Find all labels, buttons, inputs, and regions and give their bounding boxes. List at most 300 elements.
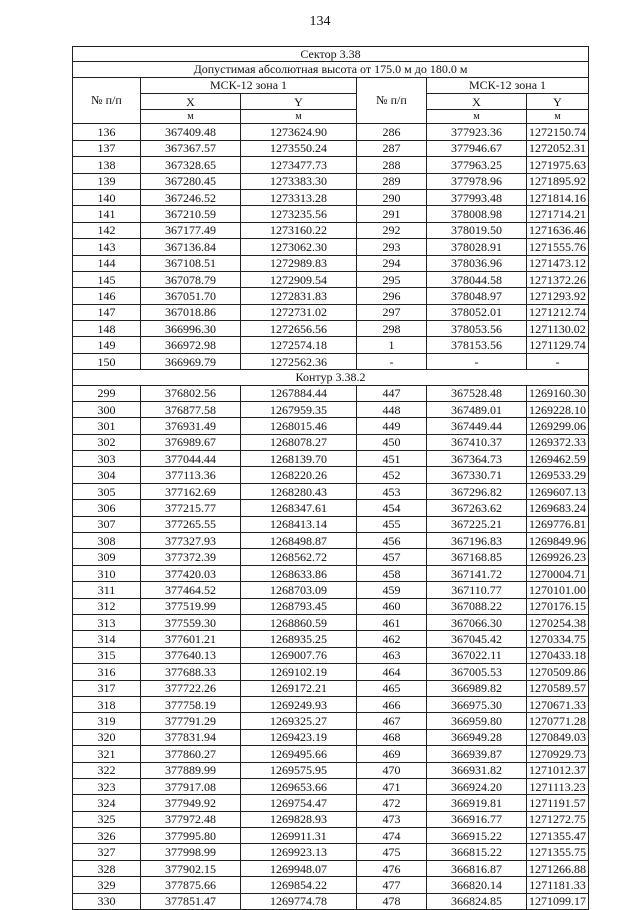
y-coordinate: 1272989.83 — [241, 255, 357, 271]
y-coordinate: 1267884.44 — [241, 385, 357, 401]
x-coordinate: 377889.99 — [141, 762, 241, 778]
point-number: 137 — [73, 140, 141, 156]
point-number: 305 — [73, 483, 141, 499]
x-coordinate: 367409.48 — [141, 124, 241, 140]
y-coordinate: 1268562.72 — [241, 549, 357, 565]
unit-y-left: м — [241, 110, 357, 124]
x-coordinate: 366931.82 — [427, 762, 527, 778]
point-number: 313 — [73, 615, 141, 631]
point-number: 289 — [357, 173, 427, 189]
y-coordinate: 1268139.70 — [241, 451, 357, 467]
y-coordinate: 1273062.30 — [241, 239, 357, 255]
x-coordinate: 377688.33 — [141, 664, 241, 680]
point-number: 146 — [73, 288, 141, 304]
y-coordinate: 1271372.26 — [527, 271, 589, 287]
x-coordinate: 367051.70 — [141, 288, 241, 304]
point-number: 454 — [357, 500, 427, 516]
point-number: 288 — [357, 157, 427, 173]
table-row — [73, 647, 589, 663]
y-header-right: Y — [527, 93, 589, 109]
y-coordinate: 1270771.28 — [527, 713, 589, 729]
x-coordinate: 367141.72 — [427, 565, 527, 581]
sector-title: Сектор 3.38 — [73, 47, 589, 62]
x-coordinate: 366989.82 — [427, 680, 527, 696]
y-coordinate: 1269249.93 — [241, 696, 357, 712]
coordinates-table — [72, 46, 589, 910]
x-coordinate: 377963.25 — [427, 157, 527, 173]
header-row-system — [73, 77, 589, 93]
unit-y-right: м — [527, 110, 589, 124]
x-coordinate: 366924.20 — [427, 778, 527, 794]
x-coordinate: 367168.85 — [427, 549, 527, 565]
y-coordinate: 1269926.23 — [527, 549, 589, 565]
y-coordinate: 1270176.15 — [527, 598, 589, 614]
point-number: 470 — [357, 762, 427, 778]
y-coordinate: 1269325.27 — [241, 713, 357, 729]
y-coordinate: 1272656.56 — [241, 321, 357, 337]
x-coordinate: 377972.48 — [141, 811, 241, 827]
x-coordinate: 377851.47 — [141, 893, 241, 909]
unit-x-right: м — [427, 110, 527, 124]
x-coordinate: 366915.22 — [427, 828, 527, 844]
x-coordinate: 377113.36 — [141, 467, 241, 483]
point-number: 317 — [73, 680, 141, 696]
point-number: 326 — [73, 828, 141, 844]
table-row — [73, 337, 589, 353]
point-number: 308 — [73, 533, 141, 549]
table-row — [73, 206, 589, 222]
point-number: 309 — [73, 549, 141, 565]
point-number: 296 — [357, 288, 427, 304]
y-coordinate: 1271355.47 — [527, 828, 589, 844]
x-coordinate: 378052.01 — [427, 304, 527, 320]
x-coordinate: 377420.03 — [141, 565, 241, 581]
x-coordinate: 376989.67 — [141, 434, 241, 450]
point-number: 472 — [357, 795, 427, 811]
x-coordinate: 378036.96 — [427, 255, 527, 271]
table-row — [73, 401, 589, 417]
y-coordinate: 1269948.07 — [241, 860, 357, 876]
point-number: 293 — [357, 239, 427, 255]
x-coordinate: 376931.49 — [141, 418, 241, 434]
x-coordinate: 377601.21 — [141, 631, 241, 647]
x-coordinate: 377917.08 — [141, 778, 241, 794]
table-row — [73, 893, 589, 909]
x-coordinate: 367045.42 — [427, 631, 527, 647]
x-coordinate: 377162.69 — [141, 483, 241, 499]
y-coordinate: 1269007.76 — [241, 647, 357, 663]
y-coordinate: 1269754.47 — [241, 795, 357, 811]
y-coordinate: 1271636.46 — [527, 222, 589, 238]
y-coordinate: 1267959.35 — [241, 401, 357, 417]
y-coordinate: 1271975.63 — [527, 157, 589, 173]
point-number: 143 — [73, 239, 141, 255]
x-coordinate: 367296.82 — [427, 483, 527, 499]
point-number: 315 — [73, 647, 141, 663]
y-coordinate: 1273624.90 — [241, 124, 357, 140]
y-coordinate: 1269849.96 — [527, 533, 589, 549]
x-coordinate: 377923.36 — [427, 124, 527, 140]
y-coordinate: 1271099.17 — [527, 893, 589, 909]
x-coordinate: 377946.67 — [427, 140, 527, 156]
point-number: 295 — [357, 271, 427, 287]
x-coordinate: 367005.53 — [427, 664, 527, 680]
point-number: 318 — [73, 696, 141, 712]
height-title-row — [73, 62, 589, 77]
point-number: 322 — [73, 762, 141, 778]
point-number: 149 — [73, 337, 141, 353]
y-coordinate: 1269854.22 — [241, 877, 357, 893]
y-coordinate: 1269607.13 — [527, 483, 589, 499]
table-row — [73, 239, 589, 255]
table-row — [73, 353, 589, 369]
table-row — [73, 483, 589, 499]
x-coordinate: 367210.59 — [141, 206, 241, 222]
x-coordinate: 366820.14 — [427, 877, 527, 893]
table-row — [73, 533, 589, 549]
y-coordinate: - — [527, 353, 589, 369]
x-coordinate: 378028.91 — [427, 239, 527, 255]
x-coordinate: 367108.51 — [141, 255, 241, 271]
table-row — [73, 304, 589, 320]
y-coordinate: 1270433.18 — [527, 647, 589, 663]
point-number: 464 — [357, 664, 427, 680]
x-coordinate: 367489.01 — [427, 401, 527, 417]
point-number: 478 — [357, 893, 427, 909]
point-number: 140 — [73, 189, 141, 205]
point-number: 145 — [73, 271, 141, 287]
x-coordinate: 367136.84 — [141, 239, 241, 255]
x-coordinate: 377993.48 — [427, 189, 527, 205]
x-coordinate: 377327.93 — [141, 533, 241, 549]
y-coordinate: 1270101.00 — [527, 582, 589, 598]
table-row — [73, 680, 589, 696]
y-coordinate: 1269423.19 — [241, 729, 357, 745]
table-row — [73, 762, 589, 778]
table-row — [73, 189, 589, 205]
x-coordinate: 367263.62 — [427, 500, 527, 516]
y-coordinate: 1269683.24 — [527, 500, 589, 516]
point-number: 292 — [357, 222, 427, 238]
x-coordinate: 367364.73 — [427, 451, 527, 467]
x-coordinate: 367066.30 — [427, 615, 527, 631]
y-coordinate: 1270254.38 — [527, 615, 589, 631]
point-number: 314 — [73, 631, 141, 647]
table-row — [73, 434, 589, 450]
x-coordinate: 377722.26 — [141, 680, 241, 696]
x-coordinate: 377995.80 — [141, 828, 241, 844]
y-coordinate: 1268347.61 — [241, 500, 357, 516]
point-number: 286 — [357, 124, 427, 140]
x-coordinate: 367225.21 — [427, 516, 527, 532]
y-coordinate: 1269776.81 — [527, 516, 589, 532]
point-number: 458 — [357, 565, 427, 581]
y-coordinate: 1270334.75 — [527, 631, 589, 647]
x-coordinate: 366939.87 — [427, 746, 527, 762]
point-number: 291 — [357, 206, 427, 222]
table-row — [73, 729, 589, 745]
y-coordinate: 1270509.86 — [527, 664, 589, 680]
x-coordinate: 377875.66 — [141, 877, 241, 893]
y-coordinate: 1269228.10 — [527, 401, 589, 417]
table-row — [73, 811, 589, 827]
point-number: 328 — [73, 860, 141, 876]
table-row — [73, 598, 589, 614]
point-number: 469 — [357, 746, 427, 762]
point-number: 142 — [73, 222, 141, 238]
point-number: 136 — [73, 124, 141, 140]
point-number: 452 — [357, 467, 427, 483]
y-coordinate: 1272574.18 — [241, 337, 357, 353]
point-number: 298 — [357, 321, 427, 337]
point-number: 455 — [357, 516, 427, 532]
y-coordinate: 1273313.28 — [241, 189, 357, 205]
point-number: 460 — [357, 598, 427, 614]
y-coordinate: 1269533.29 — [527, 467, 589, 483]
point-number: 324 — [73, 795, 141, 811]
x-coordinate: 378019.50 — [427, 222, 527, 238]
table-row — [73, 844, 589, 860]
x-coordinate: 367078.79 — [141, 271, 241, 287]
y-coordinate: 1268498.87 — [241, 533, 357, 549]
y-coordinate: 1273160.22 — [241, 222, 357, 238]
y-coordinate: 1270849.03 — [527, 729, 589, 745]
point-number: 312 — [73, 598, 141, 614]
point-number: 138 — [73, 157, 141, 173]
x-coordinate: 377265.55 — [141, 516, 241, 532]
point-number: 327 — [73, 844, 141, 860]
x-coordinate: 366972.98 — [141, 337, 241, 353]
y-coordinate: 1269653.66 — [241, 778, 357, 794]
x-coordinate: 366815.22 — [427, 844, 527, 860]
y-coordinate: 1272831.83 — [241, 288, 357, 304]
x-coordinate: 366975.30 — [427, 696, 527, 712]
x-header-right: X — [427, 93, 527, 109]
point-number: - — [357, 353, 427, 369]
table-row — [73, 565, 589, 581]
y-coordinate: 1269102.19 — [241, 664, 357, 680]
point-number: 304 — [73, 467, 141, 483]
header-row-units — [73, 110, 589, 124]
point-number: 316 — [73, 664, 141, 680]
contour-title: Контур 3.38.2 — [73, 370, 589, 385]
point-number: 299 — [73, 385, 141, 401]
y-coordinate: 1269774.78 — [241, 893, 357, 909]
x-coordinate: 377464.52 — [141, 582, 241, 598]
y-coordinate: 1273550.24 — [241, 140, 357, 156]
x-coordinate: 378008.98 — [427, 206, 527, 222]
y-coordinate: 1273477.73 — [241, 157, 357, 173]
y-coordinate: 1268220.26 — [241, 467, 357, 483]
x-coordinate: 377215.77 — [141, 500, 241, 516]
y-coordinate: 1272052.31 — [527, 140, 589, 156]
x-coordinate: 367410.37 — [427, 434, 527, 450]
point-number: 287 — [357, 140, 427, 156]
table-row — [73, 696, 589, 712]
x-header-left: X — [141, 93, 241, 109]
y-coordinate: 1269172.21 — [241, 680, 357, 696]
point-number: 311 — [73, 582, 141, 598]
point-number: 476 — [357, 860, 427, 876]
num-header-right: № п/п — [357, 77, 427, 124]
point-number: 306 — [73, 500, 141, 516]
x-coordinate: 366816.87 — [427, 860, 527, 876]
y-coordinate: 1272150.74 — [527, 124, 589, 140]
point-number: 468 — [357, 729, 427, 745]
point-number: 456 — [357, 533, 427, 549]
point-number: 477 — [357, 877, 427, 893]
y-coordinate: 1268078.27 — [241, 434, 357, 450]
y-coordinate: 1271266.88 — [527, 860, 589, 876]
table-row — [73, 157, 589, 173]
x-coordinate: 367022.11 — [427, 647, 527, 663]
point-number: 329 — [73, 877, 141, 893]
x-coordinate: 366949.28 — [427, 729, 527, 745]
point-number: 462 — [357, 631, 427, 647]
table-row — [73, 746, 589, 762]
point-number: 463 — [357, 647, 427, 663]
x-coordinate: 377949.92 — [141, 795, 241, 811]
x-coordinate: 377902.15 — [141, 860, 241, 876]
point-number: 321 — [73, 746, 141, 762]
point-number: 1 — [357, 337, 427, 353]
table-row — [73, 795, 589, 811]
table-row — [73, 500, 589, 516]
y-coordinate: 1270671.33 — [527, 696, 589, 712]
y-coordinate: 1269911.31 — [241, 828, 357, 844]
table-row — [73, 664, 589, 680]
x-coordinate: 367528.48 — [427, 385, 527, 401]
y-coordinate: 1273235.56 — [241, 206, 357, 222]
point-number: 450 — [357, 434, 427, 450]
system-header-right: МСК-12 зона 1 — [427, 77, 589, 93]
x-coordinate: 377860.27 — [141, 746, 241, 762]
table-row — [73, 713, 589, 729]
y-coordinate: 1268703.09 — [241, 582, 357, 598]
point-number: 451 — [357, 451, 427, 467]
table-row — [73, 140, 589, 156]
table-row — [73, 631, 589, 647]
point-number: 294 — [357, 255, 427, 271]
x-coordinate: 366824.85 — [427, 893, 527, 909]
point-number: 467 — [357, 713, 427, 729]
x-coordinate: 376877.58 — [141, 401, 241, 417]
y-coordinate: 1271895.92 — [527, 173, 589, 189]
table-row — [73, 615, 589, 631]
point-number: 325 — [73, 811, 141, 827]
table-row — [73, 255, 589, 271]
point-number: 319 — [73, 713, 141, 729]
x-coordinate: 367177.49 — [141, 222, 241, 238]
x-coordinate: 366919.81 — [427, 795, 527, 811]
point-number: 307 — [73, 516, 141, 532]
point-number: 320 — [73, 729, 141, 745]
y-coordinate: 1268280.43 — [241, 483, 357, 499]
y-coordinate: 1269372.33 — [527, 434, 589, 450]
y-coordinate: 1269160.30 — [527, 385, 589, 401]
y-coordinate: 1271181.33 — [527, 877, 589, 893]
point-number: 465 — [357, 680, 427, 696]
table-row — [73, 877, 589, 893]
y-coordinate: 1269495.66 — [241, 746, 357, 762]
point-number: 141 — [73, 206, 141, 222]
point-number: 301 — [73, 418, 141, 434]
x-coordinate: 377791.29 — [141, 713, 241, 729]
point-number: 461 — [357, 615, 427, 631]
table-row — [73, 516, 589, 532]
header-row-axes — [73, 93, 589, 109]
x-coordinate: 376802.56 — [141, 385, 241, 401]
y-coordinate: 1270004.71 — [527, 565, 589, 581]
x-coordinate: 367280.45 — [141, 173, 241, 189]
point-number: 475 — [357, 844, 427, 860]
x-coordinate: 378044.58 — [427, 271, 527, 287]
y-coordinate: 1269575.95 — [241, 762, 357, 778]
point-number: 474 — [357, 828, 427, 844]
point-number: 150 — [73, 353, 141, 369]
y-coordinate: 1272731.02 — [241, 304, 357, 320]
point-number: 144 — [73, 255, 141, 271]
point-number: 323 — [73, 778, 141, 794]
point-number: 147 — [73, 304, 141, 320]
point-number: 310 — [73, 565, 141, 581]
y-coordinate: 1268413.14 — [241, 516, 357, 532]
y-coordinate: 1272562.36 — [241, 353, 357, 369]
y-coordinate: 1268633.86 — [241, 565, 357, 581]
x-coordinate: 367328.65 — [141, 157, 241, 173]
table-row — [73, 828, 589, 844]
table-row — [73, 288, 589, 304]
y-coordinate: 1271212.74 — [527, 304, 589, 320]
table-row — [73, 124, 589, 140]
num-header-left: № п/п — [73, 77, 141, 124]
y-coordinate: 1269923.13 — [241, 844, 357, 860]
x-coordinate: 367196.83 — [427, 533, 527, 549]
point-number: 300 — [73, 401, 141, 417]
table-row — [73, 385, 589, 401]
y-coordinate: 1269828.93 — [241, 811, 357, 827]
x-coordinate: 367330.71 — [427, 467, 527, 483]
point-number: 459 — [357, 582, 427, 598]
y-coordinate: 1271473.12 — [527, 255, 589, 271]
x-coordinate: 366996.30 — [141, 321, 241, 337]
x-coordinate: 367110.77 — [427, 582, 527, 598]
page-number: 134 — [309, 14, 331, 29]
x-coordinate: 377978.96 — [427, 173, 527, 189]
point-number: 457 — [357, 549, 427, 565]
table-row — [73, 173, 589, 189]
point-number: 466 — [357, 696, 427, 712]
point-number: 449 — [357, 418, 427, 434]
x-coordinate: 366916.77 — [427, 811, 527, 827]
y-coordinate: 1271293.92 — [527, 288, 589, 304]
y-coordinate: 1271272.75 — [527, 811, 589, 827]
table-row — [73, 778, 589, 794]
table-row — [73, 467, 589, 483]
x-coordinate: 378048.97 — [427, 288, 527, 304]
point-number: 303 — [73, 451, 141, 467]
x-coordinate: 377640.13 — [141, 647, 241, 663]
x-coordinate: 377998.99 — [141, 844, 241, 860]
table-row — [73, 549, 589, 565]
x-coordinate: 378153.56 — [427, 337, 527, 353]
x-coordinate: 378053.56 — [427, 321, 527, 337]
x-coordinate: 367246.52 — [141, 189, 241, 205]
point-number: 330 — [73, 893, 141, 909]
contour-title-row — [73, 370, 589, 385]
point-number: 290 — [357, 189, 427, 205]
y-coordinate: 1273383.30 — [241, 173, 357, 189]
